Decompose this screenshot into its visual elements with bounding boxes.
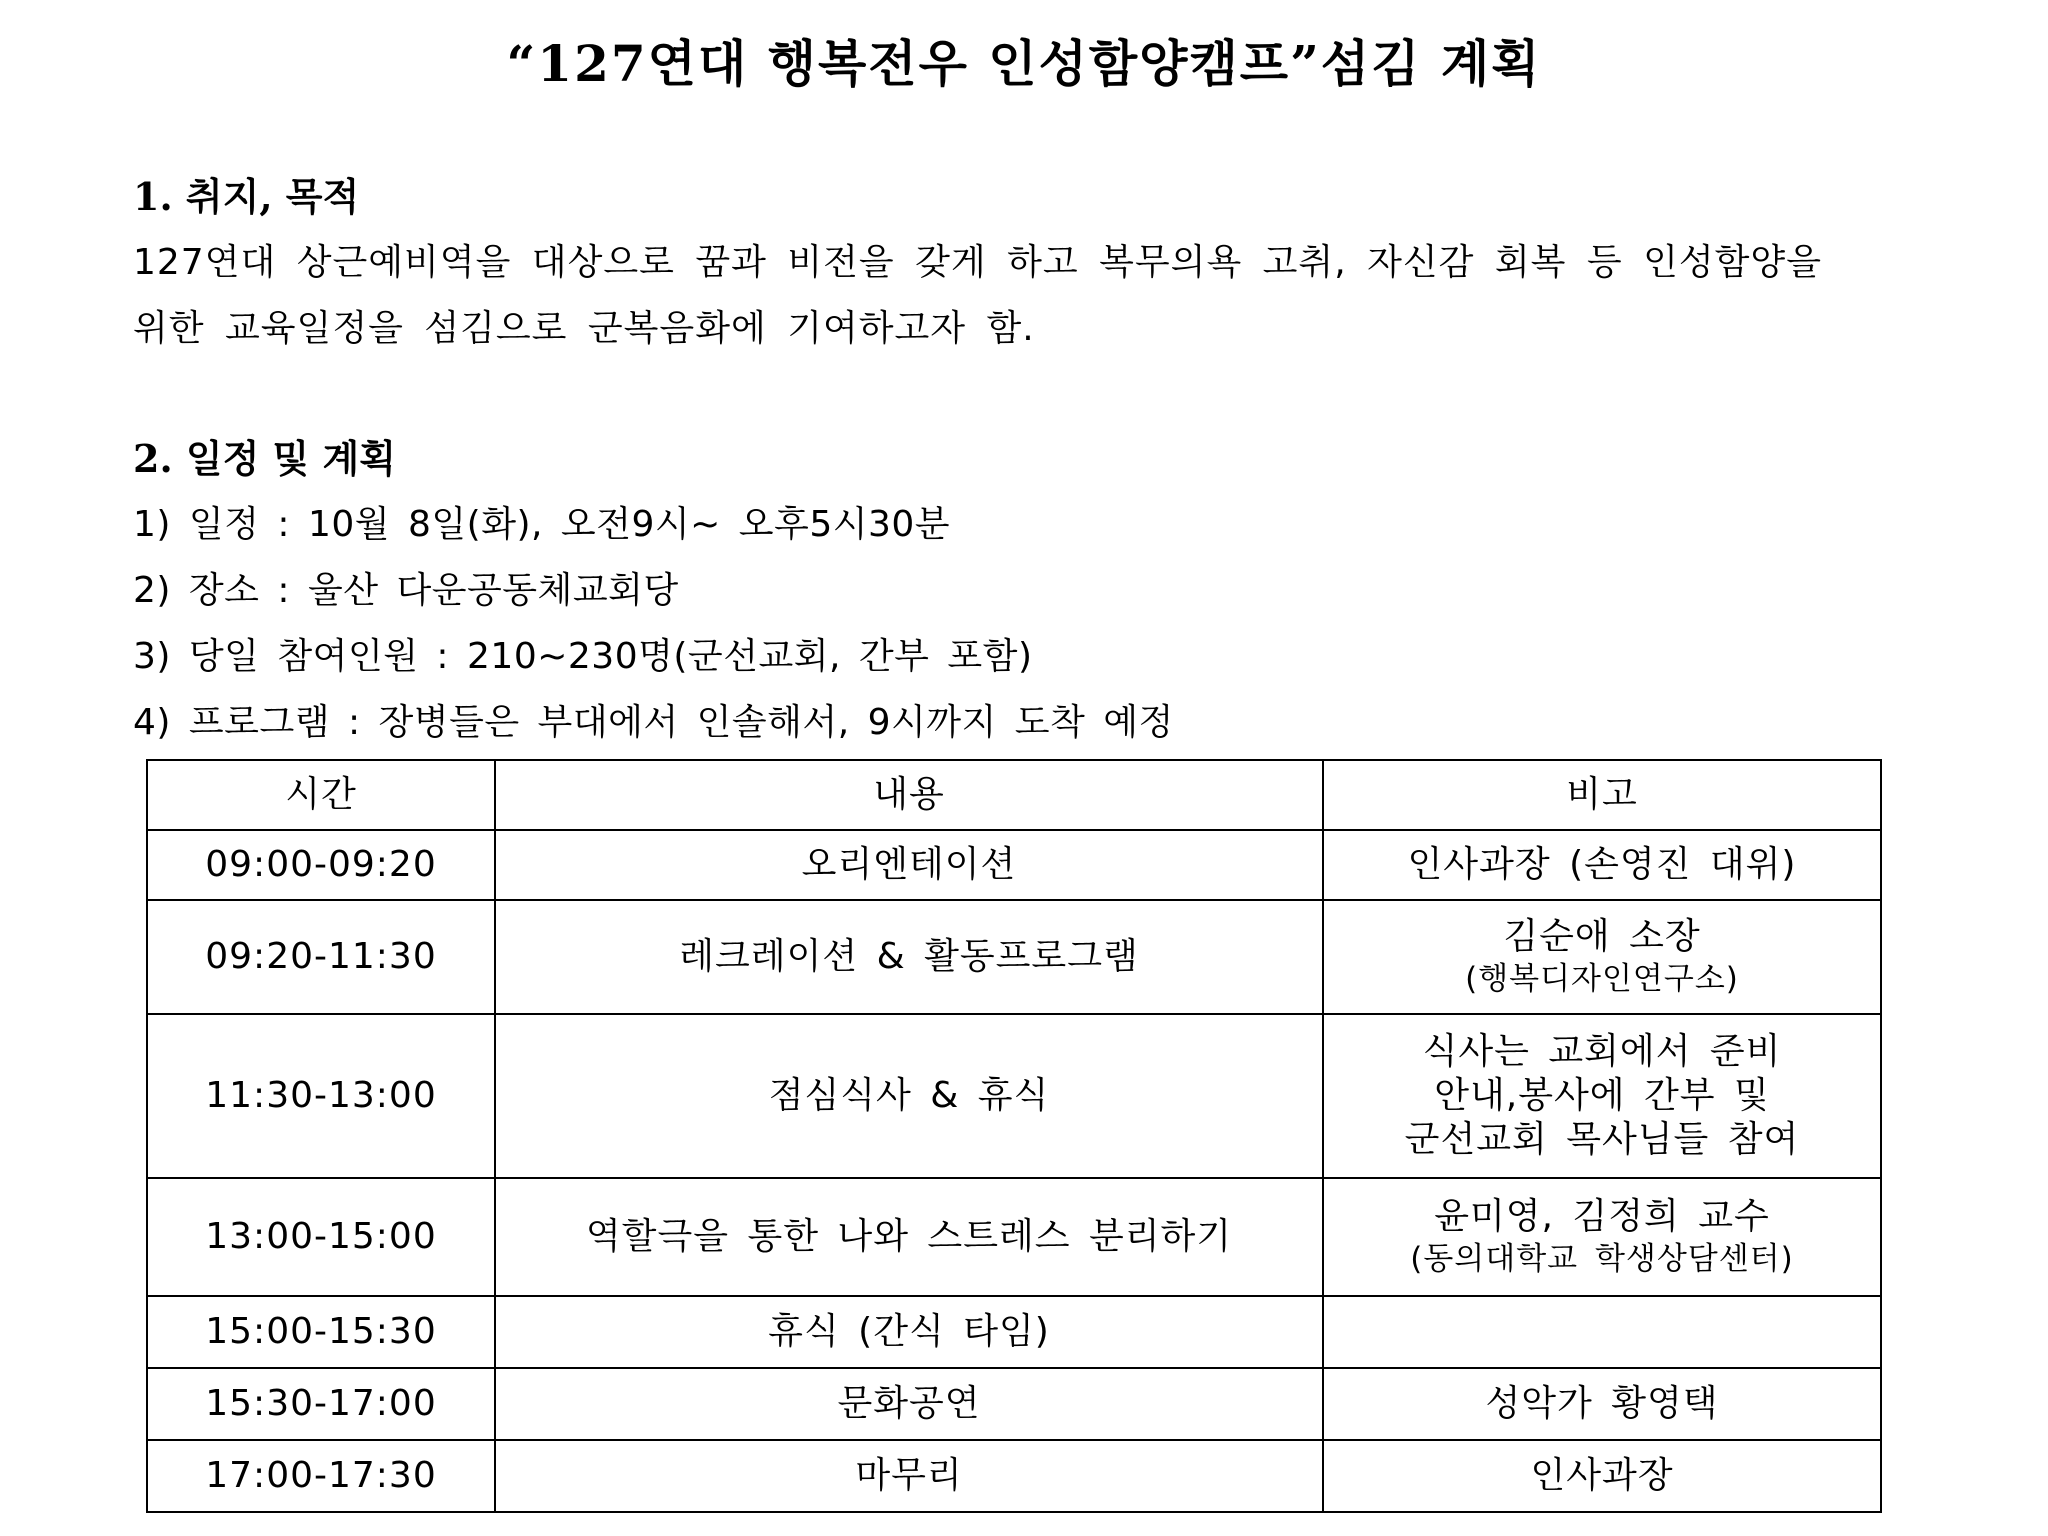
note-line: 식사는 교회에서 준비	[1422, 1031, 1782, 1072]
note-main: 성악가 황영택	[1485, 1383, 1719, 1424]
program-table	[146, 759, 1882, 1513]
cell-time: 09:00-09:20	[147, 830, 495, 900]
purpose-line-2: 위한 교육일정을 섬김으로 군복음화에 기여하고자 함.	[133, 308, 1035, 349]
cell-content: 휴식 (간식 타임)	[495, 1296, 1323, 1368]
table-row	[147, 1014, 1881, 1178]
note-sub: (행복디자인연구소)	[1465, 961, 1739, 997]
cell-time: 15:00-15:30	[147, 1296, 495, 1368]
cell-note	[1323, 1368, 1881, 1440]
cell-content: 레크레이션 & 활동프로그램	[495, 900, 1323, 1014]
cell-time: 11:30-13:00	[147, 1014, 495, 1178]
cell-note	[1323, 1014, 1881, 1178]
cell-time: 15:30-17:00	[147, 1368, 495, 1440]
note-line: 안내,봉사에 간부 및	[1434, 1075, 1770, 1116]
schedule-list	[133, 492, 1893, 756]
cell-note	[1323, 900, 1881, 1014]
cell-note	[1323, 830, 1881, 900]
header-note: 비고	[1323, 760, 1881, 830]
cell-content: 점심식사 & 휴식	[495, 1014, 1323, 1178]
section-purpose-body	[133, 230, 1893, 362]
cell-time: 13:00-15:00	[147, 1178, 495, 1296]
note-main: 인사과장	[1530, 1455, 1674, 1496]
header-content: 내용	[495, 760, 1323, 830]
schedule-item-attendance: 3) 당일 참여인원 : 210~230명(군선교회, 간부 포함)	[133, 636, 1033, 677]
note-main: 인사과장 (손영진 대위)	[1407, 844, 1797, 885]
section-schedule	[133, 434, 1893, 756]
header-time: 시간	[147, 760, 495, 830]
section-purpose-heading: 1. 취지, 목적	[133, 174, 360, 219]
note-main: 윤미영, 김정희 교수	[1434, 1196, 1770, 1237]
table-row	[147, 1440, 1881, 1512]
schedule-item-date: 1) 일정 : 10월 8일(화), 오전9시~ 오후5시30분	[133, 504, 951, 545]
cell-note	[1323, 1440, 1881, 1512]
cell-time: 17:00-17:30	[147, 1440, 495, 1512]
note-main: 김순애 소장	[1503, 916, 1701, 957]
table-header-row	[147, 760, 1881, 830]
section-schedule-heading: 2. 일정 및 계획	[133, 436, 396, 481]
cell-content: 역할극을 통한 나와 스트레스 분리하기	[495, 1178, 1323, 1296]
schedule-item-place: 2) 장소 : 울산 다운공동체교회당	[133, 570, 679, 611]
purpose-line-1: 127연대 상근예비역을 대상으로 꿈과 비전을 갖게 하고 복무의욕 고취, 자신감 회복 등 인성함양을	[133, 242, 1822, 283]
table-row	[147, 830, 1881, 900]
document-title: “127연대 행복전우 인성함양캠프”섬김 계획	[506, 34, 1542, 93]
section-purpose	[133, 172, 1893, 362]
cell-content: 문화공연	[495, 1368, 1323, 1440]
cell-content: 오리엔테이션	[495, 830, 1323, 900]
cell-note	[1323, 1296, 1881, 1368]
cell-time: 09:20-11:30	[147, 900, 495, 1014]
schedule-item-program: 4) 프로그램 : 장병들은 부대에서 인솔해서, 9시까지 도착 예정	[133, 702, 1174, 743]
table-row	[147, 1368, 1881, 1440]
table-row	[147, 1178, 1881, 1296]
cell-note	[1323, 1178, 1881, 1296]
cell-content: 마무리	[495, 1440, 1323, 1512]
table-row	[147, 1296, 1881, 1368]
note-line: 군선교회 목사님들 참여	[1404, 1119, 1800, 1160]
note-sub: (동의대학교 학생상담센터)	[1410, 1241, 1794, 1277]
table-row	[147, 900, 1881, 1014]
